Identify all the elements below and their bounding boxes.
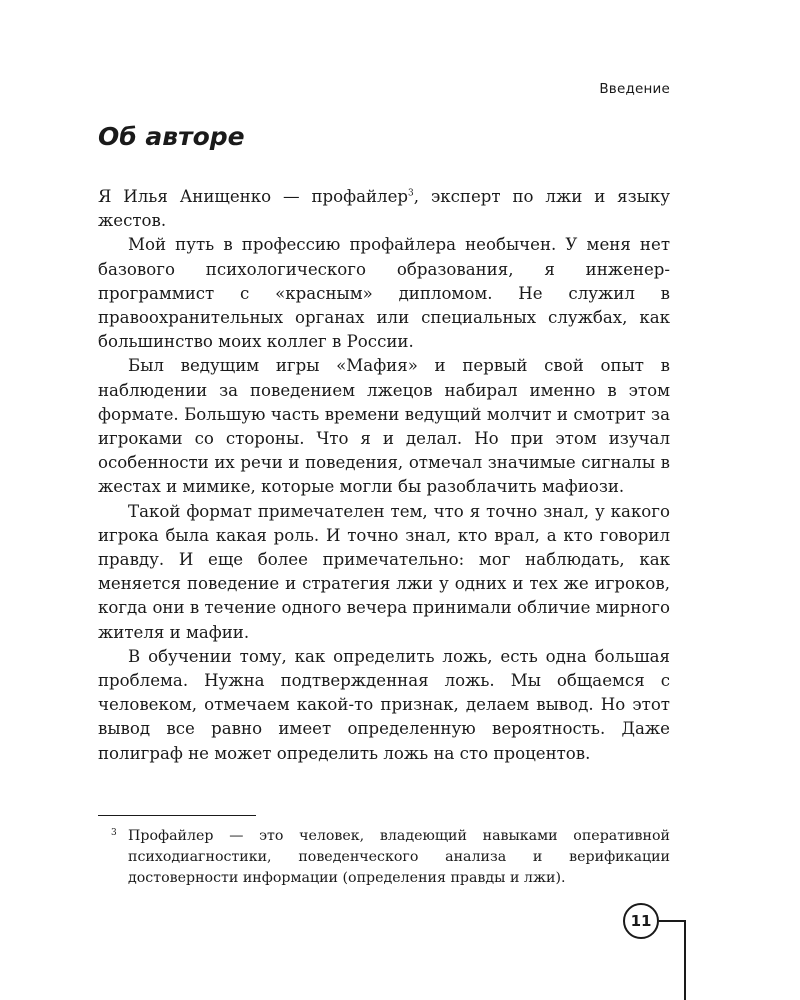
page-number: 11 (630, 912, 652, 930)
paragraph-1-start: Я Илья Анищенко — профайлер (98, 187, 409, 206)
running-header: Введение (599, 81, 670, 97)
footnote-reference[interactable]: 3 (408, 188, 414, 199)
paragraph-5: В обучении тому, как определить ложь, есть одна большая проблема. Нужна подтвержденная ложь. Мы общаемся с человеком, отмечаем какой-то признак, делаем вывод. Но этот вывод все равно имеет определенную вероятность. Даже полиграф не может определить ложь на сто процентов. (98, 646, 670, 763)
footnote-divider (98, 815, 256, 816)
section-title: Об авторе (98, 122, 245, 151)
footnote (98, 826, 670, 889)
paragraph-4: Такой формат примечателен тем, что я точно знал, у какого игрока была какая роль. И точно знал, кто врал, а кто говорил правду. И еще более примечательно: мог наблюдать, как меняется поведение и стратегия лжи у одних и тех же игроков, когда они в течение одного вечера принимали обличие мирного жителя и мафии. (98, 501, 670, 642)
page-marker-line-vertical (684, 920, 686, 1000)
paragraph-1 (98, 185, 670, 233)
body-text (98, 185, 670, 766)
page-marker-line-horizontal (659, 920, 685, 922)
paragraph-1-end: , эксперт по лжи и языку жестов. (98, 187, 671, 231)
paragraph-2: Мой путь в профессию профайлера необычен. У меня нет базового психологического образования, я инженер-программист с «красным» дипломом. Не служил в правоохранительных органах или специальных службах, как большинство моих коллег в России. (98, 235, 670, 352)
page-number-badge (623, 903, 659, 939)
paragraph-3: Был ведущим игры «Мафия» и первый свой опыт в наблюдении за поведением лжецов набирал именно в этом формате. Большую часть времени ведущий молчит и смотрит за игроками со стороны. Что я и делал. Но при этом изучал особенности их речи и поведения, отмечал значимые сигналы в жестах и мимике, которые могли бы разоблачить мафиози. (98, 356, 670, 497)
footnote-number: 3 (111, 828, 117, 838)
footnote-text: Профайлер — это человек, владеющий навыками оперативной психодиагностики, поведенческого анализа и верификации достоверности информации (определения правды и лжи). (128, 828, 670, 886)
